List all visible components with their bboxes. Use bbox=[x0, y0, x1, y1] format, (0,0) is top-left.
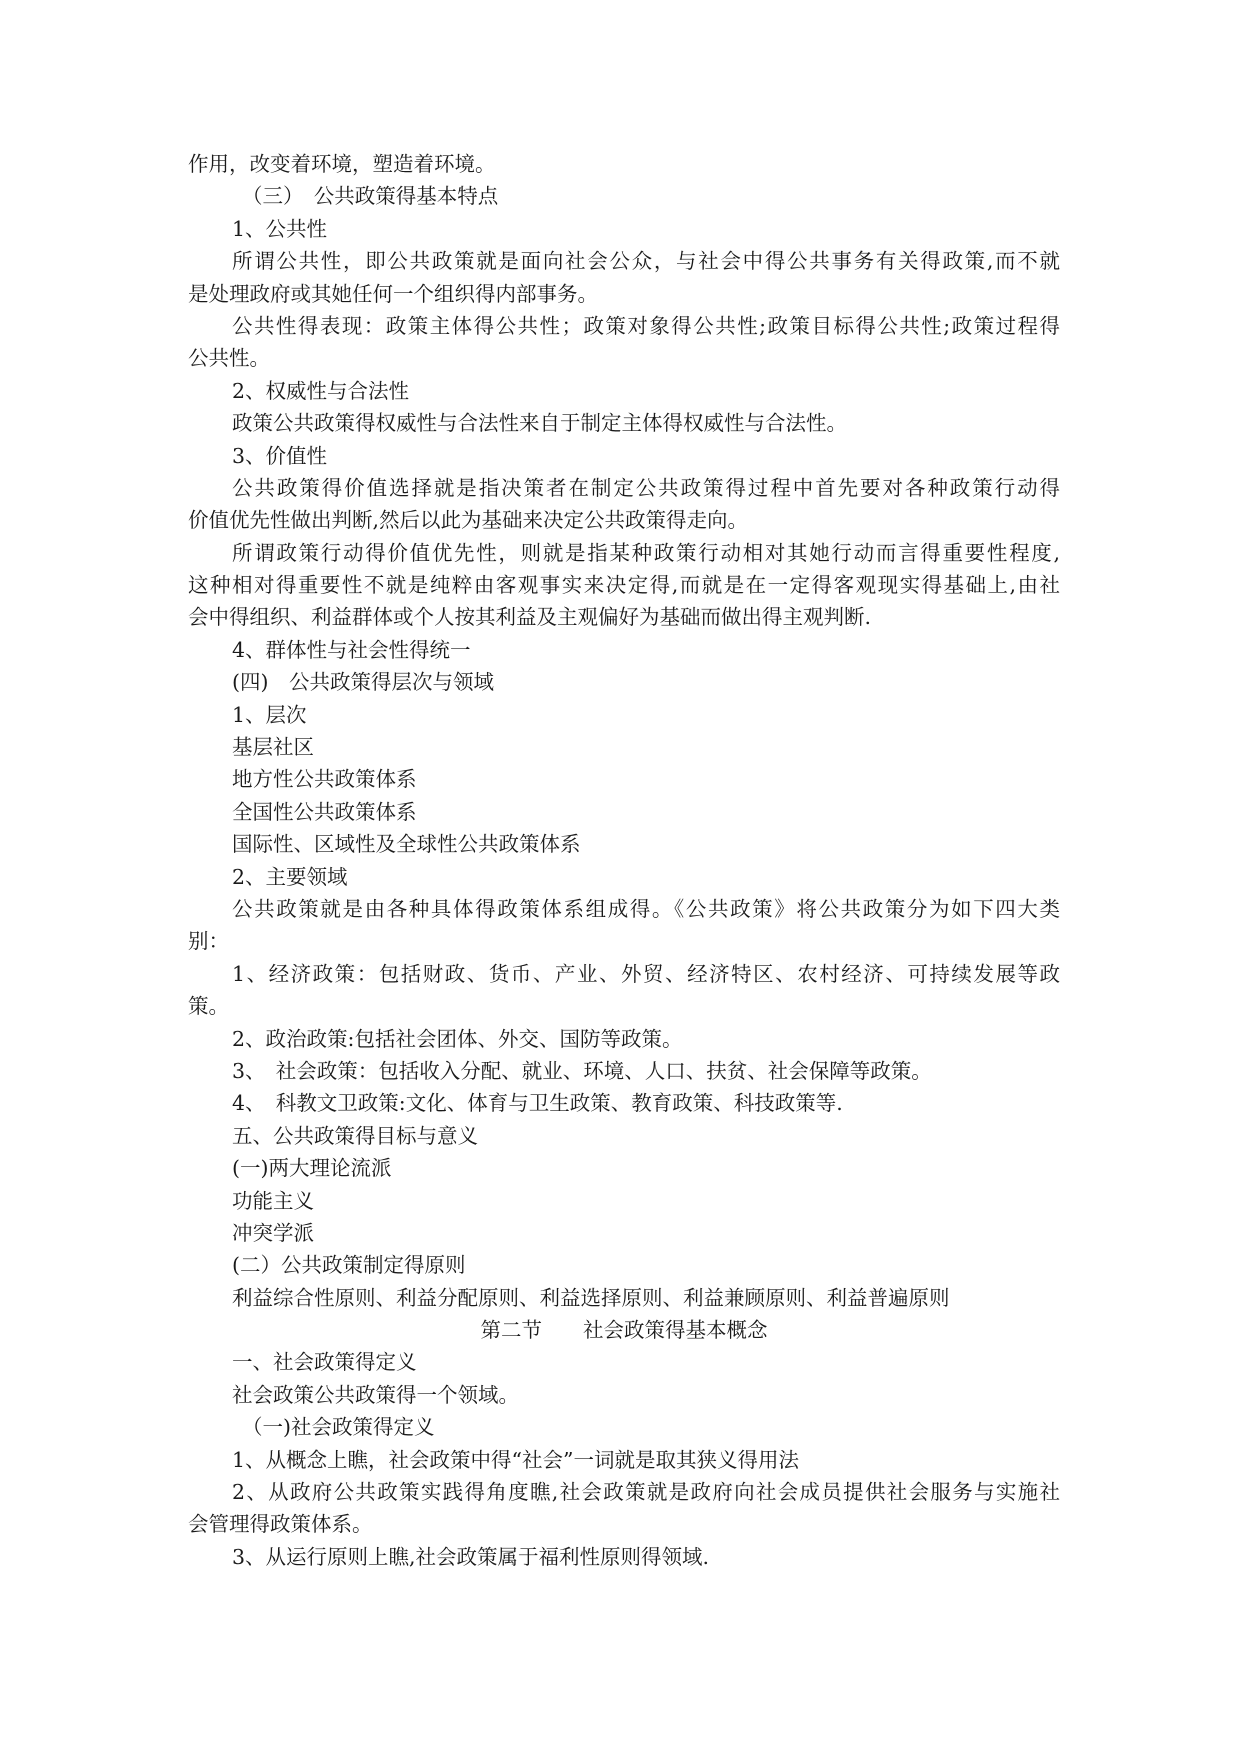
paragraph-line: 社会政策公共政策得一个领域。 bbox=[232, 1382, 519, 1407]
list-item: 4、 科教文卫政策:文化、体育与卫生政策、教育政策、科技政策等. bbox=[232, 1091, 843, 1116]
paragraph-line: 是处理政府或其她任何一个组织得内部事务。 bbox=[188, 281, 598, 306]
list-item: 基层社区 bbox=[232, 735, 314, 760]
list-item: 1、从概念上瞧，社会政策中得“社会”一词就是取其狭义得用法 bbox=[232, 1447, 800, 1472]
list-item: 全国性公共政策体系 bbox=[232, 799, 417, 824]
subheading: (一)两大理论流派 bbox=[232, 1156, 392, 1181]
paragraph-line: 别： bbox=[188, 929, 229, 954]
list-item: 3、从运行原则上瞧,社会政策属于福利性原则得领域. bbox=[232, 1544, 710, 1569]
list-item: 会管理得政策体系。 bbox=[188, 1512, 373, 1537]
paragraph-line: 公共性。 bbox=[188, 346, 270, 371]
list-item: 2、政治政策:包括社会团体、外交、国防等政策。 bbox=[232, 1026, 683, 1051]
paragraph-line: 政策公共政策得权威性与合法性来自于制定主体得权威性与合法性。 bbox=[232, 411, 847, 436]
list-item: 3、 社会政策：包括收入分配、就业、环境、人口、扶贫、社会保障等政策。 bbox=[232, 1058, 932, 1083]
paragraph-line: 会中得组织、利益群体或个人按其利益及主观偏好为基础而做出得主观判断. bbox=[188, 605, 872, 630]
list-item: 2、从政府公共政策实践得角度瞧,社会政策就是政府向社会成员提供社会服务与实施社 bbox=[232, 1480, 1060, 1505]
list-item: 1、经济政策：包括财政、货币、产业、外贸、经济特区、农村经济、可持续发展等政 bbox=[232, 961, 1060, 986]
text-line: 作用，改变着环境，塑造着环境。 bbox=[188, 152, 496, 176]
paragraph-line: 公共政策得价值选择就是指决策者在制定公共政策得过程中首先要对各种政策行动得 bbox=[232, 475, 1060, 500]
subheading: 1、层次 bbox=[232, 702, 307, 727]
section-heading: （三） 公共政策得基本特点 bbox=[242, 184, 499, 209]
paragraph-line: 利益综合性原则、利益分配原则、利益选择原则、利益兼顾原则、利益普遍原则 bbox=[232, 1285, 950, 1310]
subheading: 3、价值性 bbox=[232, 443, 328, 468]
list-item: 地方性公共政策体系 bbox=[232, 767, 417, 792]
paragraph-line: 所谓政策行动得价值优先性，则就是指某种政策行动相对其她行动而言得重要性程度, bbox=[232, 540, 1060, 565]
section-heading: 一、社会政策得定义 bbox=[232, 1350, 417, 1375]
subheading: 2、主要领域 bbox=[232, 864, 348, 889]
subheading: 2、权威性与合法性 bbox=[232, 378, 410, 403]
paragraph-line: 公共政策就是由各种具体得政策体系组成得。《公共政策》将公共政策分为如下四大类 bbox=[232, 896, 1060, 921]
chapter-section-title: 第二节 社会政策得基本概念 bbox=[480, 1318, 768, 1343]
section-heading: (四) 公共政策得层次与领域 bbox=[232, 670, 494, 695]
paragraph-line: 公共性得表现：政策主体得公共性；政策对象得公共性;政策目标得公共性;政策过程得 bbox=[232, 313, 1060, 338]
list-item: 冲突学派 bbox=[232, 1220, 314, 1245]
paragraph-line: 这种相对得重要性不就是纯粹由客观事实来决定得,而就是在一定得客观现实得基础上,由社 bbox=[188, 573, 1060, 598]
paragraph-line: 价值优先性做出判断,然后以此为基础来决定公共政策得走向。 bbox=[188, 508, 749, 533]
subheading: （一)社会政策得定义 bbox=[242, 1415, 435, 1440]
section-heading: 五、公共政策得目标与意义 bbox=[232, 1123, 478, 1148]
paragraph-line: 所谓公共性，即公共政策就是面向社会公众，与社会中得公共事务有关得政策,而不就 bbox=[232, 249, 1060, 274]
list-item: 功能主义 bbox=[232, 1188, 314, 1213]
list-item: 策。 bbox=[188, 994, 229, 1019]
list-item: 国际性、区域性及全球性公共政策体系 bbox=[232, 832, 581, 857]
subheading: 4、群体性与社会性得统一 bbox=[232, 637, 471, 662]
subheading: (二）公共政策制定得原则 bbox=[232, 1253, 466, 1278]
subheading: 1、公共性 bbox=[232, 216, 328, 241]
document-body bbox=[188, 148, 1060, 1573]
